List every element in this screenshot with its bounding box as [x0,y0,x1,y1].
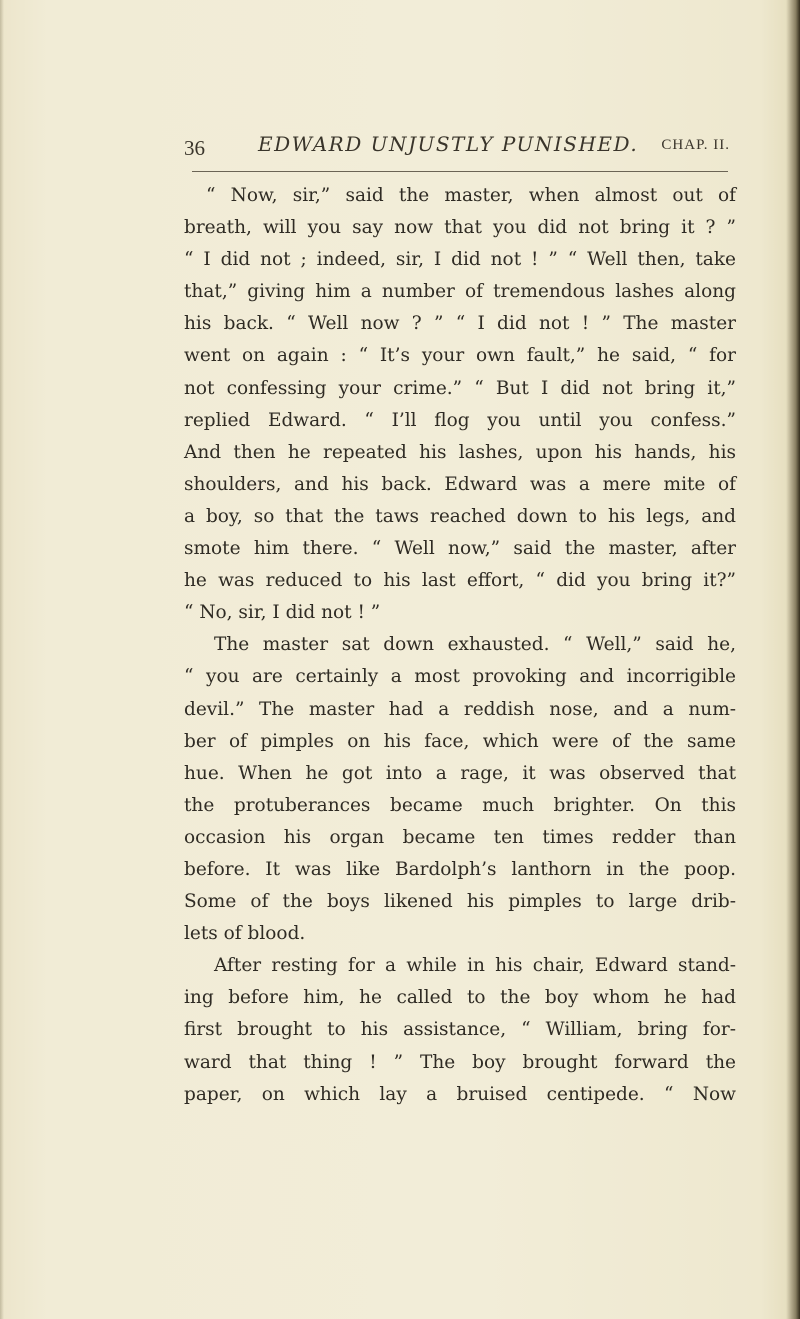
header-rule [192,171,728,172]
text-line: devil.” The master had a reddish nose, and a num- [184,698,736,720]
text-line: replied Edward. “ I’ll flog you until you confess.” [184,409,736,431]
text-line: “ you are certainly a most provoking and incorrigible [184,666,736,688]
text-line: paper, on which lay a bruised centipede. “ Now [184,1083,736,1105]
text-line: The master sat down exhausted. “ Well,” said he, [214,634,736,656]
text-line: first brought to his assistance, “ William, bring for- [184,1019,736,1041]
text-line: occasion his organ became ten times redder than [184,826,736,848]
text-line: went on again : “ It’s your own fault,” he said, “ for [184,345,736,367]
text-line: And then he repeated his lashes, upon his hands, his [184,441,736,463]
text-line: lets of blood. [184,923,306,945]
text-line: before. It was like Bardolph’s lanthorn in the poop. [184,858,736,880]
text-line: hue. When he got into a rage, it was observed that [184,762,736,784]
text-line: that,” giving him a number of tremendous lashes along [184,281,736,303]
page-header [184,132,736,164]
body-text [184,180,736,1111]
text-line: ward that thing ! ” The boy brought forward the [184,1051,736,1073]
text-line: his back. “ Well now ? ” “ I did not ! ” The master [184,313,736,335]
text-line: ing before him, he called to the boy whom he had [184,987,736,1009]
text-line: “ No, sir, I did not ! ” [184,602,381,624]
text-line: Some of the boys likened his pimples to large drib- [184,891,736,913]
text-line: a boy, so that the taws reached down to his legs, and [184,505,736,527]
text-line: After resting for a while in his chair, Edward stand- [214,955,736,977]
text-line: “ I did not ; indeed, sir, I did not ! ” “ Well then, take [184,249,736,271]
text-line: shoulders, and his back. Edward was a mere mite of [184,473,736,495]
text-line: smote him there. “ Well now,” said the master, after [184,538,736,560]
chapter-label: CHAP. II. [661,137,730,153]
page-left-edge [0,0,4,1319]
running-title: EDWARD UNJUSTLY PUNISHED. [258,132,639,156]
page-number: 36 [184,136,205,160]
binding-shadow [786,0,800,1319]
text-line: “ Now, sir,” said the master, when almost out of [206,185,736,206]
text-line: not confessing your crime.” “ But I did not bring it,” [184,377,736,399]
text-line: he was reduced to his last effort, “ did you bring it?” [184,570,736,592]
text-line: breath, will you say now that you did not bring it ? ” [184,217,736,239]
text-line: the protuberances became much brighter. On this [184,794,736,816]
text-line: ber of pimples on his face, which were of the same [184,730,736,752]
